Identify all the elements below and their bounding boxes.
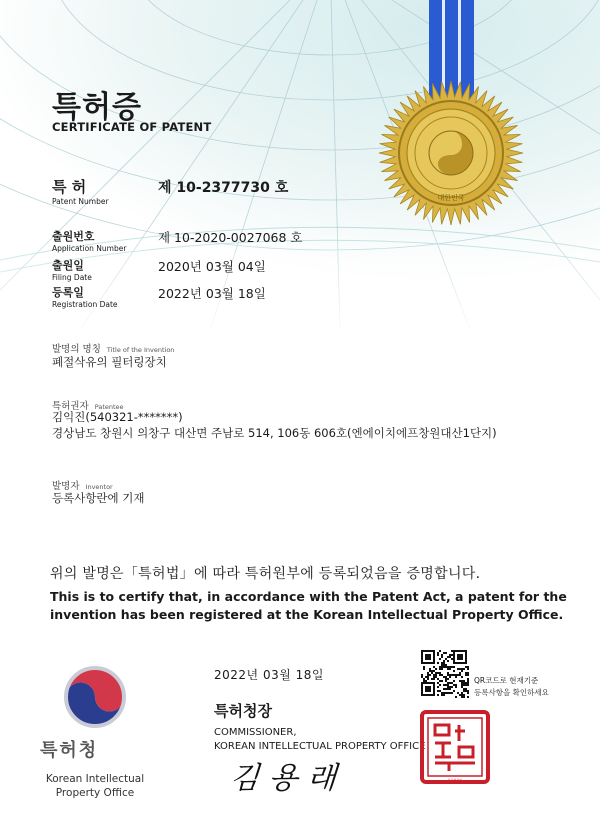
issue-date: 2022년 03월 18일 bbox=[214, 668, 324, 682]
office-name-en-line1: Korean Intellectual bbox=[45, 773, 145, 785]
svg-text:김 용 래: 김 용 래 bbox=[228, 761, 338, 796]
patent-number-value: 제 10-2377730 호 bbox=[158, 180, 289, 196]
inventor-label-en: Inventor bbox=[85, 483, 113, 491]
application-number-label-en: Application Number bbox=[52, 244, 127, 253]
filing-date-label: 출원일 bbox=[52, 259, 84, 272]
invention-title-value: 폐절삭유의 필터링장치 bbox=[52, 355, 167, 369]
svg-text:특허청장인: 특허청장인 bbox=[447, 778, 463, 782]
commissioner-signature bbox=[228, 752, 368, 802]
patentee-name: 김익진(540321-*******) bbox=[52, 410, 183, 424]
patentee-label: 특허권자 bbox=[52, 401, 89, 412]
application-number-label: 출원번호 bbox=[52, 230, 95, 243]
registration-date-value: 2022년 03월 18일 bbox=[158, 286, 266, 301]
registration-date-label: 등록일 bbox=[52, 286, 84, 299]
inventor-label: 발명자 bbox=[52, 481, 80, 492]
qr-note bbox=[474, 675, 549, 699]
patent-number-label-en: Patent Number bbox=[52, 197, 109, 206]
certificate-title: 특허증 bbox=[52, 90, 142, 125]
qr-note-line2: 등록사항을 확인하세요 bbox=[474, 688, 549, 697]
patent-number-label: 특 허 bbox=[52, 178, 87, 196]
office-name-en bbox=[30, 772, 160, 800]
qr-note-line1: QR코드로 현재기준 bbox=[474, 676, 539, 685]
application-number-value: 제 10-2020-0027068 호 bbox=[158, 230, 303, 245]
filing-date-label-en: Filing Date bbox=[52, 273, 92, 282]
commissioner-title-ko: 특허청장 bbox=[214, 702, 272, 720]
patentee-label-en: Patentee bbox=[94, 403, 124, 411]
office-name-ko: 특허청 bbox=[40, 740, 99, 761]
patentee-address: 경상남도 창원시 의창구 대산면 주남로 514, 106동 606호(엔에이치에프창원대산1단지) bbox=[52, 426, 497, 440]
invention-title-label-en: Title of the Invention bbox=[106, 346, 175, 354]
red-stamp-icon bbox=[419, 709, 491, 785]
commissioner-title-en bbox=[214, 726, 425, 754]
svg-text:대한민국: 대한민국 bbox=[437, 194, 465, 202]
commissioner-title-en-line1: COMMISSIONER, bbox=[214, 727, 297, 738]
certification-text-en: This is to certify that, in accordance with the Patent Act, a patent for the invention has been registered at the Korean Intellectual Property Office. bbox=[50, 589, 567, 622]
certification-text-ko: 위의 발명은「특허법」에 따라 특허원부에 등록되었음을 증명합니다. bbox=[50, 566, 481, 582]
office-name-en-line2: Property Office bbox=[55, 787, 135, 799]
gold-seal-icon bbox=[376, 78, 526, 228]
invention-title-label: 발명의 명칭 bbox=[52, 344, 101, 355]
commissioner-title-en-line2: KOREAN INTELLECTUAL PROPERTY OFFICE bbox=[214, 741, 426, 752]
certificate-subtitle: CERTIFICATE OF PATENT bbox=[52, 120, 212, 134]
qr-code-icon[interactable] bbox=[421, 650, 469, 698]
filing-date-value: 2020년 03월 04일 bbox=[158, 259, 266, 274]
government-logo-icon bbox=[58, 660, 132, 734]
inventor-value: 등록사항란에 기재 bbox=[52, 491, 145, 505]
registration-date-label-en: Registration Date bbox=[52, 300, 118, 309]
